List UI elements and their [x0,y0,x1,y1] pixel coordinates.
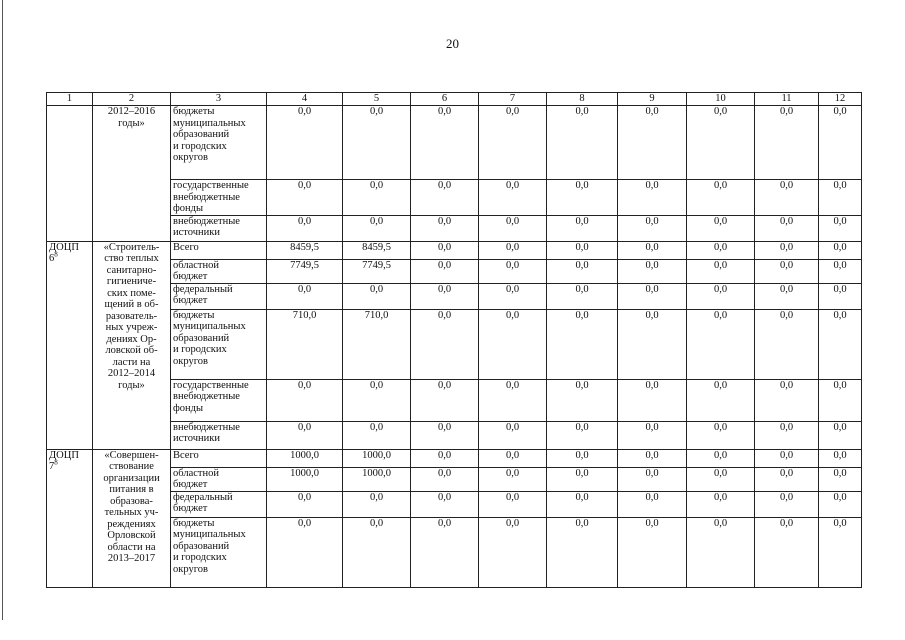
program-name-cell: 2012–2016 годы» [93,106,171,242]
amount-cell: 0,0 [687,283,755,309]
amount-cell: 0,0 [411,215,479,241]
amount-cell: 0,0 [618,379,687,421]
funding-source-cell: государственные внебюджетные фонды [171,180,267,216]
amount-cell: 0,0 [411,491,479,517]
amount-cell: 0,0 [547,449,618,467]
amount-cell: 0,0 [819,467,862,491]
amount-cell: 0,0 [755,467,819,491]
program-code-number: $6^8$ [49,250,58,264]
amount-cell: 0,0 [618,283,687,309]
funding-source-cell: Всего [171,241,267,259]
amount-cell: 0,0 [819,106,862,180]
table-row [47,106,862,180]
amount-cell: 0,0 [547,106,618,180]
amount-cell: 1000,0 [267,449,343,467]
amount-cell: 0,0 [479,283,547,309]
amount-cell: 0,0 [687,215,755,241]
amount-cell: 0,0 [547,309,618,379]
funding-source-cell: областной бюджет [171,259,267,283]
amount-cell: 0,0 [618,467,687,491]
amount-cell: 0,0 [547,467,618,491]
page-number: 20 [446,36,459,51]
amount-cell: 0,0 [687,517,755,587]
table-body [47,106,862,588]
amount-cell: 0,0 [547,180,618,216]
funding-source-cell: областной бюджет [171,467,267,491]
amount-cell: 0,0 [267,283,343,309]
amount-cell: 0,0 [618,215,687,241]
column-header: 2 [93,93,171,106]
amount-cell: 0,0 [267,421,343,449]
amount-cell: 0,0 [819,283,862,309]
amount-cell: 0,0 [755,259,819,283]
column-number-header-row [47,93,862,106]
amount-cell: 0,0 [755,309,819,379]
amount-cell: 0,0 [479,241,547,259]
amount-cell: 0,0 [343,106,411,180]
amount-cell: 0,0 [547,241,618,259]
amount-cell: 0,0 [618,309,687,379]
amount-cell: 0,0 [479,180,547,216]
column-header: 9 [618,93,687,106]
amount-cell: 0,0 [819,421,862,449]
amount-cell: 0,0 [479,491,547,517]
amount-cell: 0,0 [687,467,755,491]
amount-cell: 0,0 [819,517,862,587]
amount-cell: 0,0 [819,449,862,467]
amount-cell: 0,0 [618,259,687,283]
column-header: 3 [171,93,267,106]
amount-cell: 0,0 [343,379,411,421]
amount-cell: 0,0 [687,421,755,449]
amount-cell: 0,0 [819,309,862,379]
amount-cell: 0,0 [411,180,479,216]
funding-source-cell: бюджеты муниципальных образований и городских округов [171,106,267,180]
column-header: 10 [687,93,755,106]
amount-cell: 0,0 [411,517,479,587]
amount-cell: 0,0 [547,517,618,587]
amount-cell: 0,0 [411,309,479,379]
funding-source-cell: федеральный бюджет [171,283,267,309]
amount-cell: 0,0 [687,491,755,517]
amount-cell: 0,0 [267,379,343,421]
amount-cell: 0,0 [547,283,618,309]
column-header: 11 [755,93,819,106]
amount-cell: 7749,5 [343,259,411,283]
amount-cell: 0,0 [687,309,755,379]
program-code: ДОЦП [49,449,79,461]
column-header: 5 [343,93,411,106]
amount-cell: 0,0 [755,449,819,467]
amount-cell: 0,0 [687,449,755,467]
amount-cell: 8459,5 [343,241,411,259]
amount-cell: 0,0 [687,106,755,180]
amount-cell: 0,0 [547,215,618,241]
amount-cell: 0,0 [479,106,547,180]
amount-cell: 0,0 [755,241,819,259]
amount-cell: 0,0 [819,379,862,421]
funding-source-cell: внебюджетные источники [171,215,267,241]
amount-cell: 0,0 [479,309,547,379]
amount-cell: 1000,0 [343,449,411,467]
amount-cell: 0,0 [267,491,343,517]
column-header: 8 [547,93,618,106]
amount-cell: 0,0 [755,106,819,180]
amount-cell: 0,0 [411,106,479,180]
amount-cell: 0,0 [343,421,411,449]
amount-cell: 0,0 [618,517,687,587]
amount-cell: 0,0 [343,283,411,309]
amount-cell: 0,0 [687,180,755,216]
program-code: ДОЦП [49,241,79,253]
amount-cell: 0,0 [687,241,755,259]
amount-cell: 0,0 [343,215,411,241]
funding-source-cell: Всего [171,449,267,467]
amount-cell: 0,0 [343,491,411,517]
amount-cell: 0,0 [755,517,819,587]
column-header: 4 [267,93,343,106]
amount-cell: 0,0 [411,259,479,283]
program-name-cell: «Строитель- ство теплых санитарно- гигиениче- ских поме- щений в об- разователь- ных учреж- дениях Ор- ловской об- ласти на 2012–2014 годы» [93,241,171,449]
amount-cell: 0,0 [755,379,819,421]
amount-cell: 0,0 [479,215,547,241]
amount-cell: 0,0 [618,180,687,216]
funding-source-cell: бюджеты муниципальных образований и городских округов [171,517,267,587]
amount-cell: 0,0 [618,449,687,467]
amount-cell: 0,0 [618,421,687,449]
amount-cell: 0,0 [411,283,479,309]
amount-cell: 0,0 [479,421,547,449]
amount-cell: 0,0 [618,491,687,517]
amount-cell: 1000,0 [343,467,411,491]
budget-table [46,92,862,588]
amount-cell: 0,0 [411,241,479,259]
amount-cell: 0,0 [547,379,618,421]
amount-cell: 0,0 [343,180,411,216]
amount-cell: 0,0 [755,215,819,241]
table-row [47,241,862,259]
program-code-cell [47,241,93,449]
table-row [47,449,862,467]
amount-cell: 8459,5 [267,241,343,259]
amount-cell: 0,0 [267,517,343,587]
funding-source-cell: федеральный бюджет [171,491,267,517]
amount-cell: 0,0 [411,449,479,467]
amount-cell: 0,0 [267,106,343,180]
amount-cell: 0,0 [687,379,755,421]
amount-cell: 0,0 [479,259,547,283]
program-name-cell: «Совершен- ствование организации питания в образова- тельных уч- реждениях Орловской области на 2013–2017 [93,449,171,587]
amount-cell: 0,0 [547,491,618,517]
amount-cell: 0,0 [479,379,547,421]
amount-cell: 0,0 [411,379,479,421]
amount-cell: 0,0 [479,449,547,467]
amount-cell: 0,0 [755,421,819,449]
amount-cell: 0,0 [687,259,755,283]
footnote-marker: 8 [54,458,58,467]
amount-cell: 0,0 [411,467,479,491]
column-header: 12 [819,93,862,106]
amount-cell: 1000,0 [267,467,343,491]
column-header: 7 [479,93,547,106]
page-left-edge-rule [2,0,3,620]
amount-cell: 7749,5 [267,259,343,283]
amount-cell: 0,0 [819,215,862,241]
footnote-marker: 8 [54,250,58,259]
amount-cell: 710,0 [343,309,411,379]
program-code-number: $7^8$ [49,458,58,472]
amount-cell: 0,0 [755,491,819,517]
amount-cell: 0,0 [819,259,862,283]
amount-cell: 0,0 [618,106,687,180]
program-code-cell [47,106,93,242]
amount-cell: 0,0 [547,421,618,449]
column-header: 6 [411,93,479,106]
program-code-cell [47,449,93,587]
funding-source-cell: внебюджетные источники [171,421,267,449]
amount-cell: 0,0 [343,517,411,587]
amount-cell: 0,0 [819,241,862,259]
amount-cell: 0,0 [755,180,819,216]
amount-cell: 0,0 [479,517,547,587]
funding-source-cell: государственные внебюджетные фонды [171,379,267,421]
funding-source-cell: бюджеты муниципальных образований и городских округов [171,309,267,379]
amount-cell: 0,0 [755,283,819,309]
column-header: 1 [47,93,93,106]
amount-cell: 0,0 [411,421,479,449]
amount-cell: 710,0 [267,309,343,379]
amount-cell: 0,0 [547,259,618,283]
amount-cell: 0,0 [819,180,862,216]
amount-cell: 0,0 [819,491,862,517]
amount-cell: 0,0 [267,180,343,216]
amount-cell: 0,0 [618,241,687,259]
amount-cell: 0,0 [267,215,343,241]
amount-cell: 0,0 [479,467,547,491]
